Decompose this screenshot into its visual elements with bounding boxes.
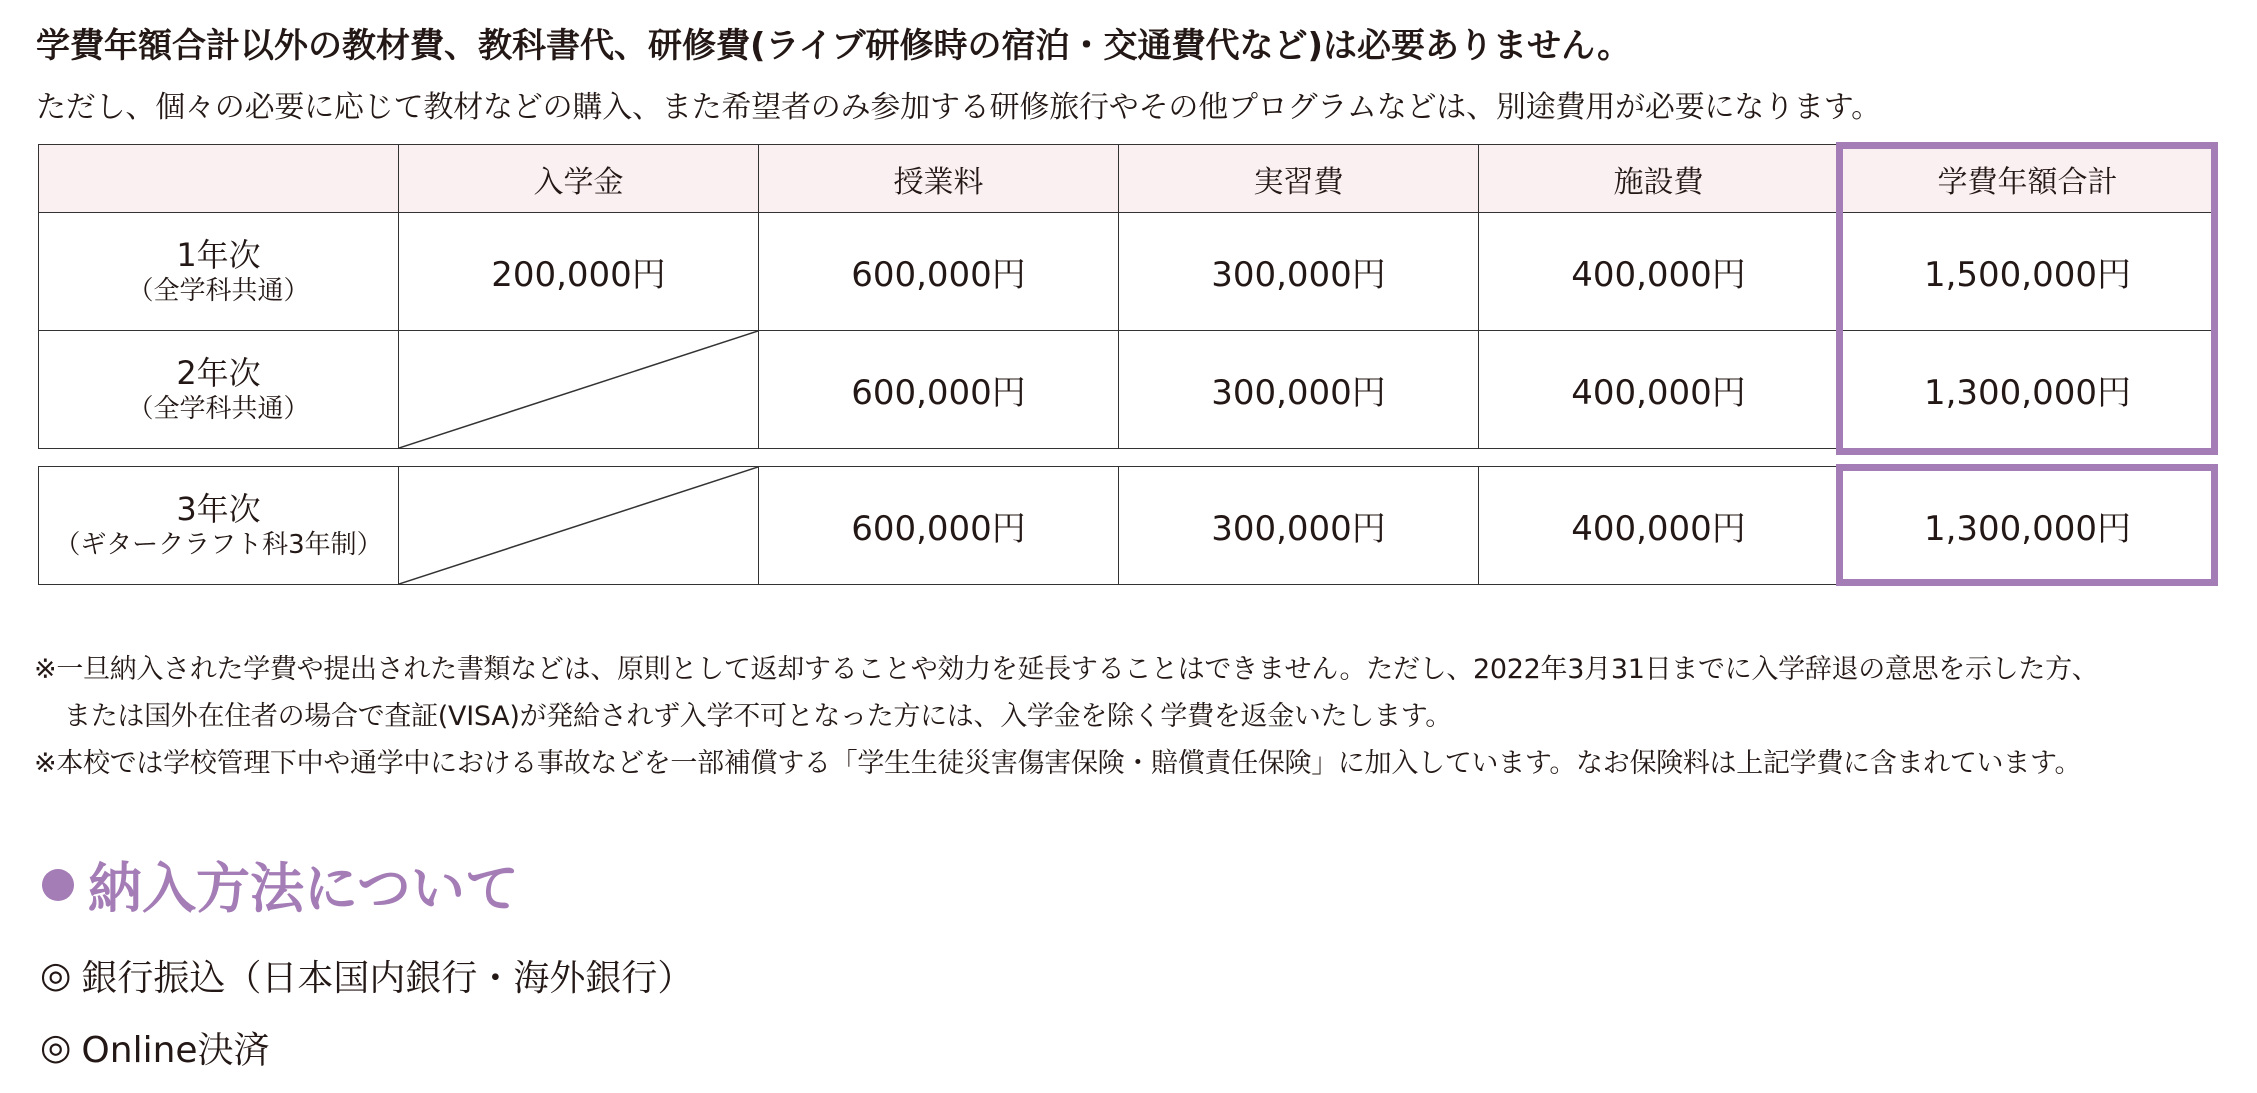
admission-cell-not-applicable bbox=[399, 467, 759, 585]
year-note: （全学科共通） bbox=[127, 276, 310, 307]
facility-cell: 400,000円 bbox=[1479, 331, 1839, 449]
fee-table-main bbox=[38, 144, 2217, 449]
header-practice: 実習費 bbox=[1119, 145, 1479, 213]
practice-cell: 300,000円 bbox=[1119, 467, 1479, 585]
payment-method-label: Online決済 bbox=[81, 1030, 270, 1071]
diagonal-slash-icon bbox=[399, 467, 758, 584]
header-tuition: 授業料 bbox=[759, 145, 1119, 213]
payment-method-item bbox=[40, 950, 693, 1001]
tuition-cell: 600,000円 bbox=[759, 467, 1119, 585]
payment-method-label: 銀行振込（日本国内銀行・海外銀行） bbox=[81, 958, 694, 999]
payment-section-title: 納入方法について bbox=[88, 857, 519, 920]
table-row bbox=[39, 467, 2217, 585]
tuition-cell: 600,000円 bbox=[759, 213, 1119, 331]
refund-notes bbox=[34, 646, 2099, 787]
year-label: 1年次 bbox=[176, 236, 261, 275]
intro-notice-text: ただし、個々の必要に応じて教材などの購入、また希望者のみ参加する研修旅行やその他プログラムなどは、別途費用が必要になります。 bbox=[36, 90, 1881, 125]
total-cell: 1,300,000円 bbox=[1839, 467, 2217, 585]
note-refund-line: ※一旦納入された学費や提出された書類などは、原則として返却することや効力を延長することはできません。ただし、2022年3月31日までに入学辞退の意思を示した方、 bbox=[34, 654, 2099, 685]
note-refund-continued: または国外在住者の場合で査証(VISA)が発給されず入学不可となった方には、入学金を除く学費を返金いたします。 bbox=[64, 701, 1452, 732]
double-circle-icon: ◎ bbox=[40, 955, 72, 996]
year-label: 3年次 bbox=[176, 490, 261, 529]
total-cell: 1,300,000円 bbox=[1839, 331, 2217, 449]
table-row bbox=[39, 331, 2217, 449]
fee-table-guitar-craft bbox=[38, 466, 2217, 585]
header-total: 学費年額合計 bbox=[1839, 145, 2217, 213]
note-insurance: ※本校では学校管理下中や通学中における事故などを一部補償する「学生生徒災害傷害保険・賠償責任保険」に加入しています。なお保険料は上記学費に含まれています。 bbox=[34, 748, 2082, 779]
admission-cell: 200,000円 bbox=[399, 213, 759, 331]
year-label: 2年次 bbox=[176, 354, 261, 393]
table-header-row bbox=[39, 145, 2217, 213]
table-row bbox=[39, 213, 2217, 331]
facility-cell: 400,000円 bbox=[1479, 213, 1839, 331]
double-circle-icon: ◎ bbox=[40, 1027, 72, 1068]
total-cell: 1,500,000円 bbox=[1839, 213, 2217, 331]
diagonal-slash-icon bbox=[399, 331, 758, 448]
payment-method-item bbox=[40, 1022, 270, 1073]
practice-cell: 300,000円 bbox=[1119, 331, 1479, 449]
year-cell bbox=[39, 467, 399, 585]
year-cell bbox=[39, 331, 399, 449]
year-cell bbox=[39, 213, 399, 331]
year-note: （全学科共通） bbox=[127, 394, 310, 425]
facility-cell: 400,000円 bbox=[1479, 467, 1839, 585]
tuition-cell: 600,000円 bbox=[759, 331, 1119, 449]
intro-notice-bold: 学費年額合計以外の教材費、教科書代、研修費(ライブ研修時の宿泊・交通費代など)は必要ありません。 bbox=[36, 26, 1632, 66]
admission-cell-not-applicable bbox=[399, 331, 759, 449]
bullet-dot-icon bbox=[42, 869, 74, 901]
practice-cell: 300,000円 bbox=[1119, 213, 1479, 331]
payment-section-heading bbox=[42, 846, 519, 923]
header-facility: 施設費 bbox=[1479, 145, 1839, 213]
year-note: （ギタークラフト科3年制） bbox=[54, 530, 383, 561]
header-admission: 入学金 bbox=[399, 145, 759, 213]
header-empty bbox=[39, 145, 399, 213]
